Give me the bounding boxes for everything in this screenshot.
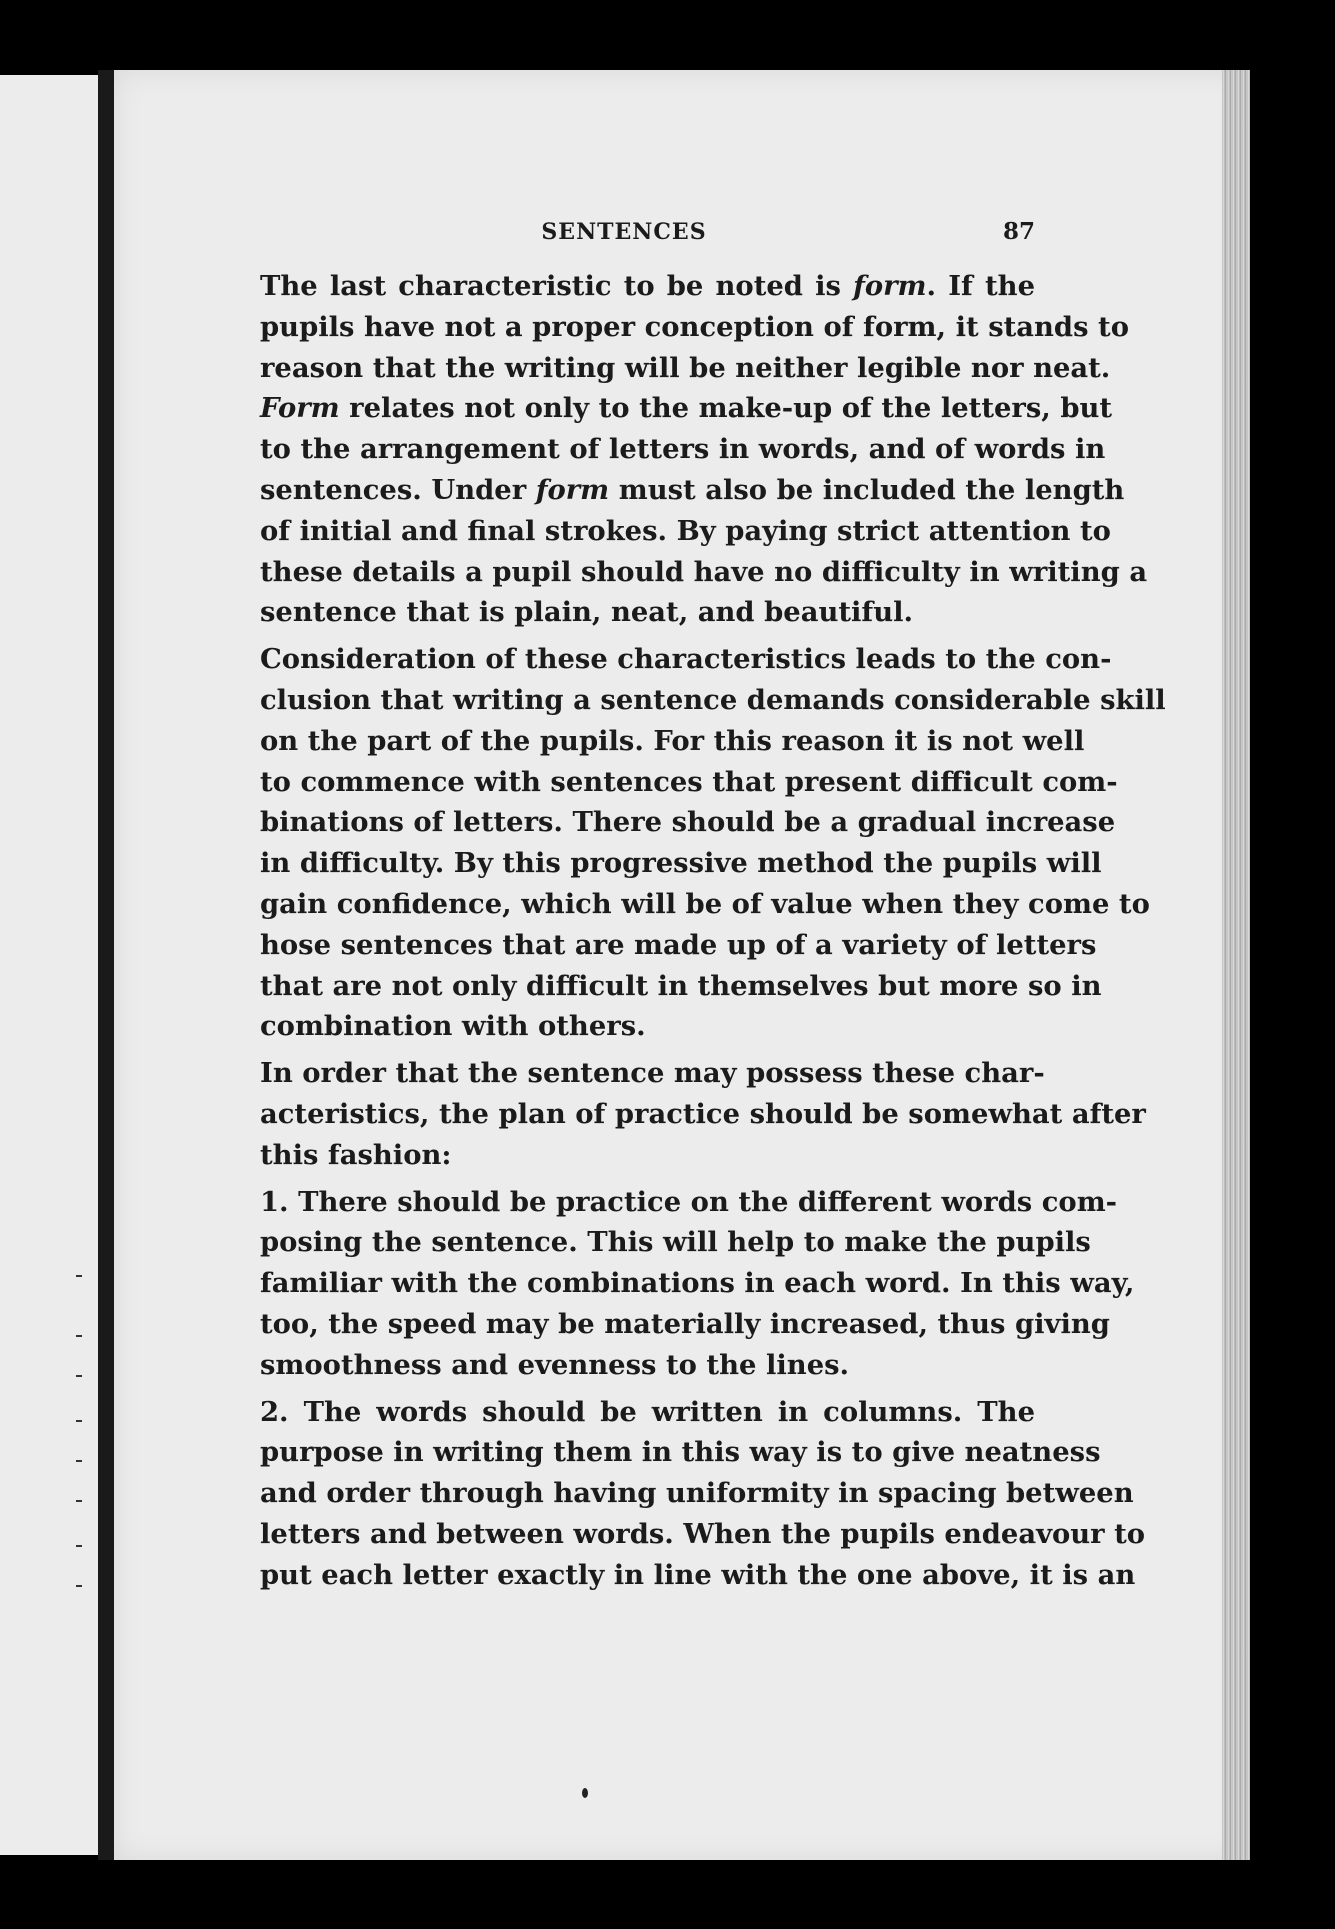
text-line: reason that the writing will be neither legible nor neat. bbox=[260, 351, 1111, 384]
text-line: The last characteristic to be noted is form. If the bbox=[260, 270, 1035, 302]
left-page-edge bbox=[0, 75, 98, 1855]
text-line: pupils have not a proper conception of form, it stands to bbox=[260, 310, 1129, 343]
left-page-mark bbox=[76, 1460, 82, 1462]
left-page-mark bbox=[76, 1375, 82, 1377]
text-line: too, the speed may be materially increased, thus giving bbox=[260, 1307, 1110, 1340]
text-line: hose sentences that are made up of a variety of letters bbox=[260, 928, 1097, 961]
text-line: that are not only difficult in themselves but more so in bbox=[260, 969, 1102, 1002]
paragraph-item-2 bbox=[213, 1392, 1146, 1596]
text-line: acteristics, the plan of practice should be somewhat after bbox=[260, 1097, 1146, 1130]
text-line: sentences. Under form must also be included the length bbox=[260, 473, 1125, 506]
text-line: smoothness and evenness to the lines. bbox=[260, 1348, 850, 1381]
text-line: this fashion: bbox=[260, 1138, 452, 1171]
text-line: to the arrangement of letters in words, and of words in bbox=[260, 433, 1106, 466]
text-line: these details a pupil should have no difficulty in writing a bbox=[260, 555, 1148, 588]
left-page-mark bbox=[76, 1275, 82, 1277]
page-number: 87 bbox=[1002, 218, 1035, 245]
text-line: on the part of the pupils. For this reason it is not well bbox=[260, 724, 1085, 757]
text-line: combination with others. bbox=[260, 1010, 646, 1043]
running-head bbox=[213, 212, 1035, 252]
text-line: of initial and final strokes. By paying strict attention to bbox=[260, 514, 1111, 547]
text-line: binations of letters. There should be a gradual increase bbox=[260, 806, 1116, 839]
text-line: 1. There should be practice on the different words com- bbox=[260, 1185, 1118, 1218]
page-text bbox=[213, 218, 1166, 1602]
text-line: sentence that is plain, neat, and beautiful. bbox=[260, 596, 914, 629]
text-line: letters and between words. When the pupils endeavour to bbox=[260, 1517, 1146, 1550]
text-line: posing the sentence. This will help to make the pupils bbox=[260, 1226, 1091, 1259]
text-line: and order through having uniformity in spacing between bbox=[260, 1477, 1134, 1510]
text-line: to commence with sentences that present difficult com- bbox=[260, 765, 1118, 798]
text-line: Form relates not only to the make-up of the letters, but bbox=[260, 392, 1113, 425]
text-line: clusion that writing a sentence demands considerable skill bbox=[260, 683, 1166, 716]
paragraph-plan bbox=[213, 1053, 1146, 1175]
left-page-mark bbox=[76, 1585, 82, 1587]
text-line: purpose in writing them in this way is to give neatness bbox=[260, 1436, 1101, 1469]
left-page-mark bbox=[76, 1545, 82, 1547]
left-page-mark bbox=[76, 1500, 82, 1502]
text-line: gain confidence, which will be of value when they come to bbox=[260, 887, 1150, 920]
book-spine bbox=[98, 70, 114, 1860]
paragraph-form bbox=[213, 266, 1148, 633]
ink-speck bbox=[582, 1788, 588, 1798]
text-line: In order that the sentence may possess these char- bbox=[260, 1057, 1045, 1090]
text-line: 2. The words should be written in columns. The bbox=[260, 1395, 1035, 1428]
text-line: put each letter exactly in line with the one above, it is an bbox=[260, 1558, 1136, 1591]
page-stack-edge bbox=[1222, 70, 1250, 1860]
text-line: in difficulty. By this progressive method the pupils will bbox=[260, 847, 1102, 880]
paragraph-consideration bbox=[213, 639, 1166, 1047]
running-head-title: SENTENCES bbox=[541, 219, 707, 245]
text-line: familiar with the combinations in each word. In this way, bbox=[260, 1267, 1135, 1300]
paragraph-item-1 bbox=[213, 1182, 1135, 1386]
left-page-mark bbox=[76, 1335, 82, 1337]
text-line: Consideration of these characteristics leads to the con- bbox=[260, 643, 1112, 676]
left-page-mark bbox=[76, 1420, 82, 1422]
